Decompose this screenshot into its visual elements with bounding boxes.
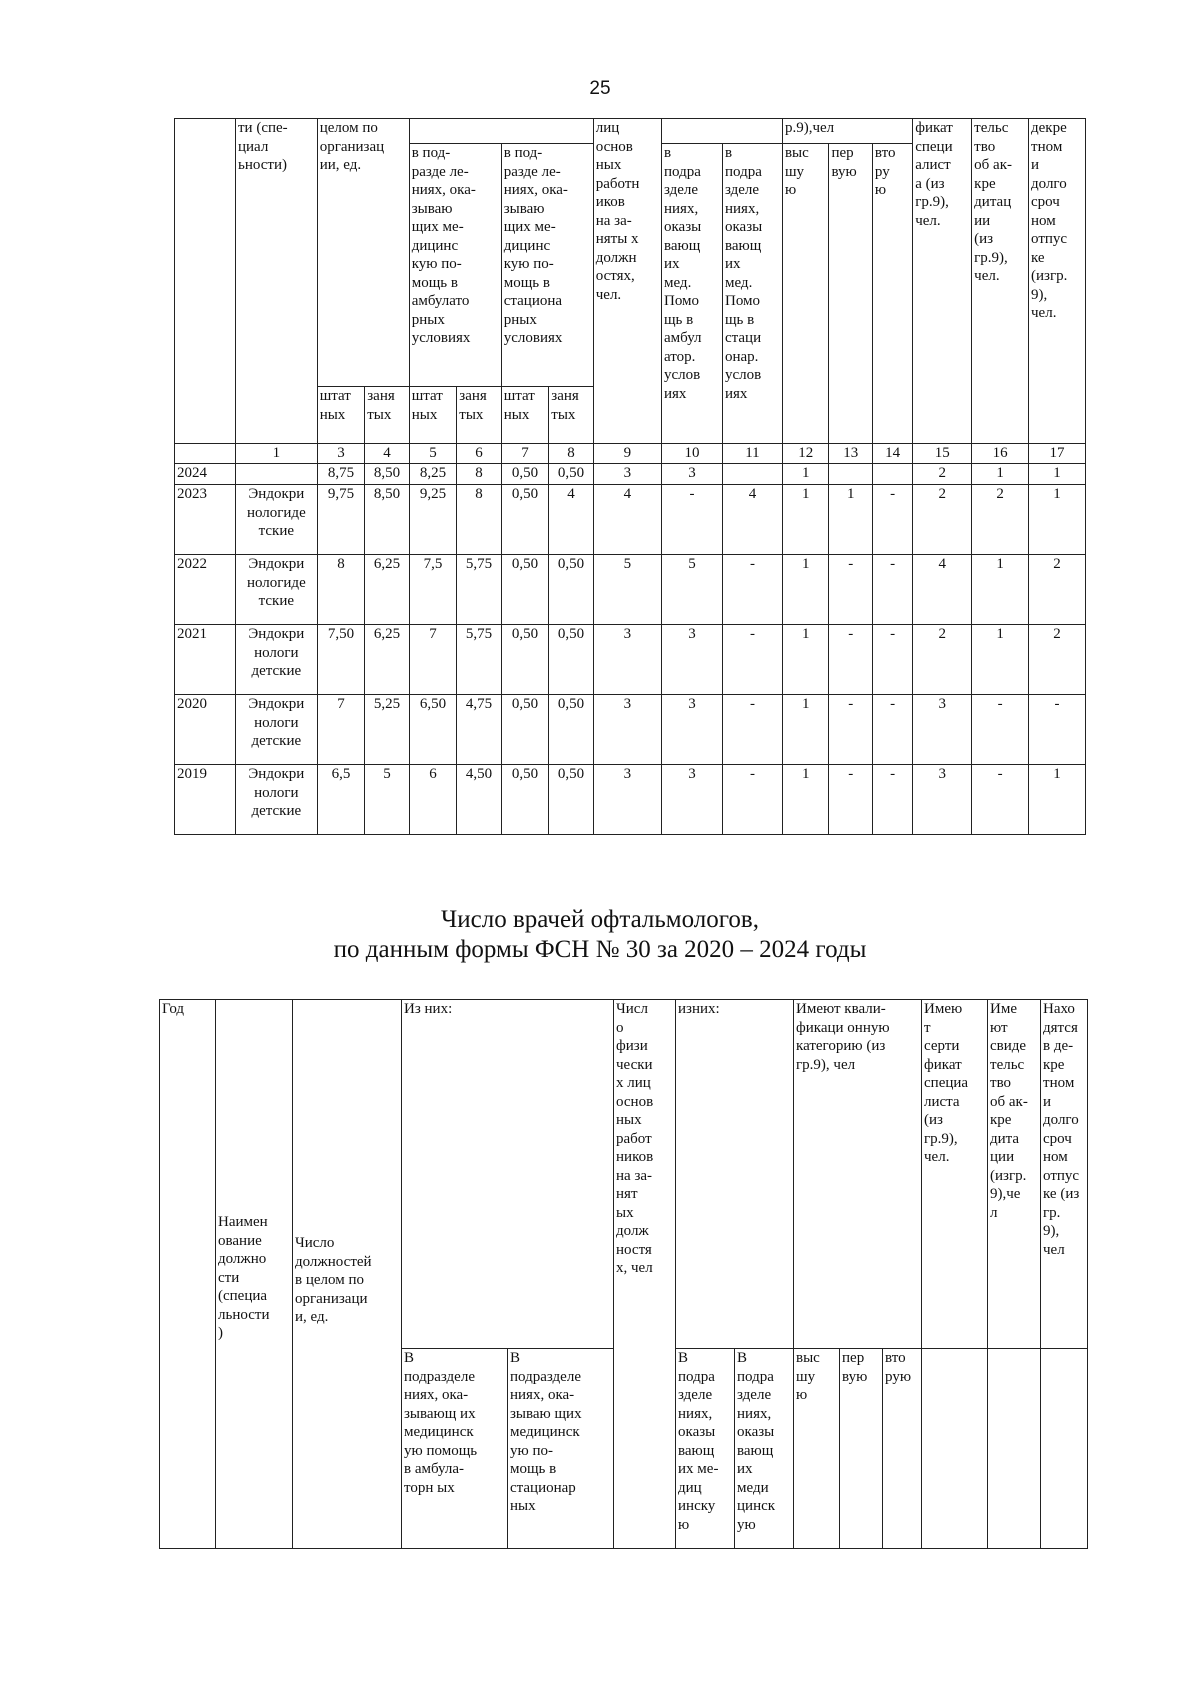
header-stationary-units: в под- разде ле- ниях, ока- зываю щих ме- дицинс кую по- мощь в стациона рных условиях <box>501 144 593 387</box>
row-value: 1 <box>1029 464 1086 485</box>
row-value: 7,50 <box>317 625 365 695</box>
row-value: 3 <box>593 695 661 765</box>
row-value: 2 <box>913 625 972 695</box>
row-year: 2019 <box>175 765 236 835</box>
header-accreditation: тельс тво об ак- кре дитац ии (из гр.9), чел. <box>972 119 1029 444</box>
row-value: 4 <box>913 555 972 625</box>
header-second-category: вто ру ю <box>872 144 912 444</box>
column-number: 14 <box>872 444 912 464</box>
row-value: - <box>872 555 912 625</box>
row-specialty: Эндокри нологиде тские <box>236 555 318 625</box>
row-specialty: Эндокри нологиде тские <box>236 485 318 555</box>
header-qualification: р.9),чел <box>782 119 912 144</box>
table-row <box>175 765 1086 835</box>
column-number: 12 <box>782 444 829 464</box>
row-value: 1 <box>1029 485 1086 555</box>
header-maternity-leave: Нахо дятся в де- кре тном и долго сроч ном отпус ке (из гр. 9), чел <box>1041 1000 1088 1349</box>
row-value: 0,50 <box>549 625 593 695</box>
column-number: 7 <box>501 444 549 464</box>
table-row <box>175 695 1086 765</box>
heading-line-1: Число врачей офтальмологов, <box>441 906 759 933</box>
row-value: 5 <box>593 555 661 625</box>
page-number: 25 <box>589 78 611 99</box>
column-number: 16 <box>972 444 1029 464</box>
column-number <box>175 444 236 464</box>
endocrinologists-table <box>174 118 1086 835</box>
row-value: 9,25 <box>409 485 457 555</box>
header-staff: штат ных <box>409 387 457 444</box>
row-value: 0,50 <box>549 555 593 625</box>
column-number: 3 <box>317 444 365 464</box>
row-value: 1 <box>972 464 1029 485</box>
row-value: 6,5 <box>317 765 365 835</box>
row-value: - <box>661 485 722 555</box>
table-row <box>175 625 1086 695</box>
row-value: 4 <box>722 485 782 555</box>
row-value: 8,50 <box>365 485 409 555</box>
row-value: 7 <box>317 695 365 765</box>
header-stationary-units: В подразделе ниях, ока- зываю щих медицинск ую по- мощь в стационар ных <box>508 1349 614 1549</box>
row-value: 1 <box>782 485 829 555</box>
row-value <box>722 464 782 485</box>
row-value: 4,50 <box>457 765 501 835</box>
header-empty-of-them-2 <box>661 119 782 144</box>
row-value: 4,75 <box>457 695 501 765</box>
row-year: 2024 <box>175 464 236 485</box>
row-specialty: Эндокри нологи детские <box>236 765 318 835</box>
row-value: - <box>829 765 872 835</box>
row-value <box>872 464 912 485</box>
row-value: - <box>872 625 912 695</box>
row-value: 4 <box>549 485 593 555</box>
row-value: 0,50 <box>501 695 549 765</box>
row-value: - <box>872 485 912 555</box>
header-ambulatory-units: В подразделе ниях, ока- зывающ их медицинск ую помощь в амбула- торн ых <box>402 1349 508 1549</box>
column-number: 17 <box>1029 444 1086 464</box>
row-value: 3 <box>661 464 722 485</box>
row-value: 3 <box>913 765 972 835</box>
header-occupied: заня тых <box>365 387 409 444</box>
column-number: 10 <box>661 444 722 464</box>
header-positions-count: Число должностей в целом по организаци и, ед. <box>293 1000 402 1549</box>
row-value: 8 <box>317 555 365 625</box>
header-highest-category: выс шу ю <box>794 1349 840 1549</box>
row-value: 7,5 <box>409 555 457 625</box>
row-value: - <box>972 765 1029 835</box>
row-value: 0,50 <box>549 765 593 835</box>
row-value: 2 <box>1029 625 1086 695</box>
row-value: 1 <box>829 485 872 555</box>
row-value: - <box>722 695 782 765</box>
table-row <box>175 555 1086 625</box>
column-number: 1 <box>236 444 318 464</box>
row-year: 2022 <box>175 555 236 625</box>
column-number: 15 <box>913 444 972 464</box>
header-first-category: пер вую <box>829 144 872 444</box>
header-occupied: заня тых <box>549 387 593 444</box>
header-staff: штат ных <box>317 387 365 444</box>
row-specialty: Эндокри нологи детские <box>236 695 318 765</box>
empty-cell <box>988 1349 1041 1549</box>
row-value: - <box>1029 695 1086 765</box>
column-number: 4 <box>365 444 409 464</box>
row-value: 1 <box>782 464 829 485</box>
row-value: 8 <box>457 485 501 555</box>
header-qualification: Имеют квали- фикаци онную категорию (из гр.9), чел <box>794 1000 922 1349</box>
header-certificate: фикат специ алист а (из гр.9), чел. <box>913 119 972 444</box>
column-number: 13 <box>829 444 872 464</box>
header-physical-persons: лиц основ ных работн иков на за- няты х должн остях, чел. <box>593 119 661 444</box>
column-number: 9 <box>593 444 661 464</box>
row-value: 0,50 <box>501 555 549 625</box>
row-year: 2021 <box>175 625 236 695</box>
row-value: 2 <box>913 485 972 555</box>
row-value: 1 <box>972 555 1029 625</box>
row-value: 3 <box>661 625 722 695</box>
row-value: 0,50 <box>549 695 593 765</box>
header-positions-total: целом по организац ии, ед. <box>317 119 409 387</box>
table-row <box>175 464 1086 485</box>
row-value: 7 <box>409 625 457 695</box>
header-first-category: пер вую <box>840 1349 883 1549</box>
row-value: 0,50 <box>501 464 549 485</box>
header-staff: штат ных <box>501 387 549 444</box>
header-maternity-leave: декре тном и долго сроч ном отпус ке (изгр. 9), чел. <box>1029 119 1086 444</box>
column-number: 6 <box>457 444 501 464</box>
header-year-empty <box>175 119 236 444</box>
row-value: 2 <box>972 485 1029 555</box>
row-value: - <box>872 765 912 835</box>
header-highest-category: выс шу ю <box>782 144 829 444</box>
row-specialty <box>236 464 318 485</box>
header-physical-persons: Числ о физи чески х лиц основ ных работ ников на за- нят ых долж ностя х, чел <box>614 1000 676 1549</box>
row-value: 2 <box>1029 555 1086 625</box>
header-specialty: ти (спе- циал ьности) <box>236 119 318 444</box>
row-value <box>829 464 872 485</box>
row-value: 1 <box>782 765 829 835</box>
header-occupied: заня тых <box>457 387 501 444</box>
row-value: - <box>722 625 782 695</box>
heading-line-2: по данным формы ФСН № 30 за 2020 – 2024 годы <box>333 936 867 963</box>
row-year: 2020 <box>175 695 236 765</box>
row-value: 6,25 <box>365 555 409 625</box>
row-value: 4 <box>593 485 661 555</box>
row-value: - <box>722 765 782 835</box>
section-heading <box>0 905 1200 965</box>
row-value: 9,75 <box>317 485 365 555</box>
ophthalmologists-table <box>159 999 1088 1549</box>
row-value: 3 <box>661 695 722 765</box>
row-value: 8 <box>457 464 501 485</box>
row-value: - <box>972 695 1029 765</box>
row-value: 5,75 <box>457 555 501 625</box>
table-row <box>175 485 1086 555</box>
header-of-them-2: изних: <box>676 1000 794 1349</box>
row-value: 5,75 <box>457 625 501 695</box>
empty-cell <box>1041 1349 1088 1549</box>
column-number: 11 <box>722 444 782 464</box>
row-value: - <box>872 695 912 765</box>
row-value: 8,25 <box>409 464 457 485</box>
row-value: 1 <box>972 625 1029 695</box>
row-value: 0,50 <box>501 625 549 695</box>
header-certificate: Имею т серти фикат специа листа (из гр.9), чел. <box>922 1000 988 1349</box>
header-phys-ambulatory: в подра зделе ниях, оказы вающ их мед. Помо щь в амбул атор. услов иях <box>661 144 722 444</box>
column-number: 8 <box>549 444 593 464</box>
row-value: - <box>829 625 872 695</box>
row-value: 6 <box>409 765 457 835</box>
row-value: 5,25 <box>365 695 409 765</box>
column-number: 5 <box>409 444 457 464</box>
row-value: 1 <box>782 625 829 695</box>
row-value: 3 <box>593 464 661 485</box>
row-value: - <box>722 555 782 625</box>
header-ambulatory-units: в под- разде ле- ниях, ока- зываю щих ме- дицинс кую по- мощь в амбулато рных условиях <box>409 144 501 387</box>
row-value: 1 <box>782 555 829 625</box>
row-value: 8,75 <box>317 464 365 485</box>
header-of-them: Из них: <box>402 1000 614 1349</box>
row-value: 6,25 <box>365 625 409 695</box>
row-value: 1 <box>782 695 829 765</box>
row-specialty: Эндокри нологи детские <box>236 625 318 695</box>
empty-cell <box>922 1349 988 1549</box>
header-phys-stationary: В подра зделе ниях, оказы вающ их меди цинск ую <box>735 1349 794 1549</box>
row-value: - <box>829 695 872 765</box>
row-value: 3 <box>593 765 661 835</box>
row-value: 2 <box>913 464 972 485</box>
column-numbers-row <box>175 444 1086 464</box>
row-value: 1 <box>1029 765 1086 835</box>
row-value: 0,50 <box>549 464 593 485</box>
header-accreditation: Име ют свиде тельс тво об ак- кре дита ции (изгр. 9),че л <box>988 1000 1041 1349</box>
row-value: 0,50 <box>501 765 549 835</box>
row-value: 6,50 <box>409 695 457 765</box>
row-value: 3 <box>913 695 972 765</box>
header-phys-ambulatory: В подра зделе ниях, оказы вающ их ме- диц инску ю <box>676 1349 735 1549</box>
row-value: - <box>829 555 872 625</box>
header-position-name: Наимен ование должно сти (специа льности ) <box>216 1000 293 1549</box>
row-value: 3 <box>661 765 722 835</box>
row-value: 5 <box>661 555 722 625</box>
row-year: 2023 <box>175 485 236 555</box>
header-empty-of-them <box>409 119 593 144</box>
row-value: 3 <box>593 625 661 695</box>
row-value: 8,50 <box>365 464 409 485</box>
header-year: Год <box>160 1000 216 1549</box>
row-value: 5 <box>365 765 409 835</box>
row-value: 0,50 <box>501 485 549 555</box>
header-second-category: вто рую <box>883 1349 922 1549</box>
header-phys-stationary: в подра зделе ниях, оказы вающ их мед. Помо щь в стаци онар. услов иях <box>722 144 782 444</box>
